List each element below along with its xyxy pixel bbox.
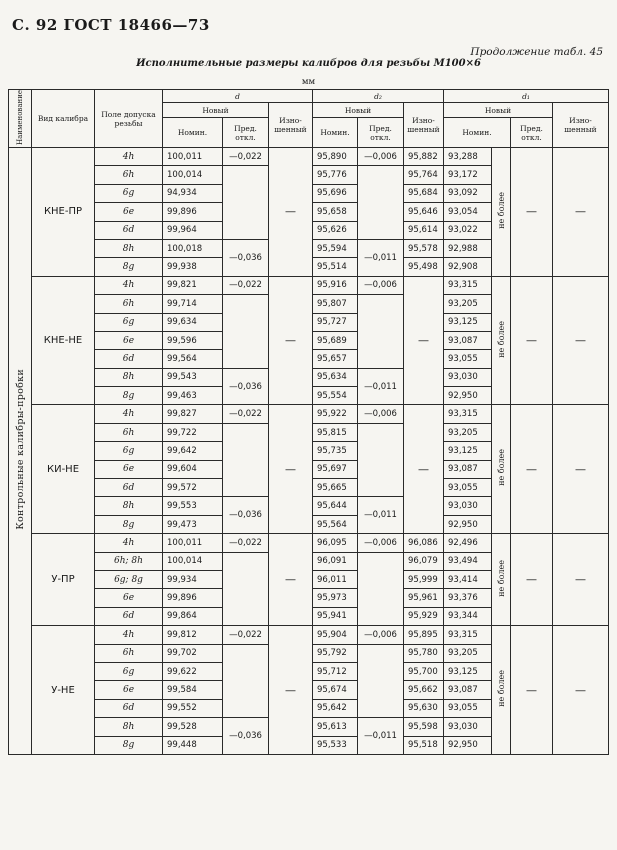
- d1-nominal-cell: 93,315: [444, 276, 492, 294]
- d-deviation-cell: —0,036: [223, 239, 269, 276]
- d1-nominal-cell: 93,288: [444, 148, 492, 166]
- d1-nominal-cell: 93,092: [444, 184, 492, 202]
- d2-nominal-cell: 95,776: [313, 166, 358, 184]
- d1-nominal-cell: 92,496: [444, 534, 492, 552]
- d2-worn-cell: 95,598: [404, 718, 444, 736]
- thread-tolerance-cell: 6h; 8h: [95, 552, 163, 570]
- d-nominal-cell: 99,821: [163, 276, 223, 294]
- d1-nominal-cell: 93,494: [444, 552, 492, 570]
- d1-nominal-cell: 92,950: [444, 736, 492, 754]
- thread-tolerance-cell: 6g: [95, 184, 163, 202]
- thread-tolerance-cell: 6g: [95, 313, 163, 331]
- d2-worn-cell: 95,999: [404, 570, 444, 588]
- thread-tolerance-cell: 8h: [95, 497, 163, 515]
- d1-nominal-cell: 93,087: [444, 681, 492, 699]
- d-nominal-cell: 100,011: [163, 148, 223, 166]
- thread-tolerance-cell: 4h: [95, 148, 163, 166]
- d-deviation-cell: [223, 644, 269, 718]
- d1-nominal-cell: 93,030: [444, 718, 492, 736]
- d-nominal-cell: 99,596: [163, 331, 223, 349]
- d-deviation-cell: —0,036: [223, 718, 269, 755]
- d2-worn-cell: —: [404, 276, 444, 405]
- d-nominal-cell: 99,622: [163, 662, 223, 680]
- thread-tolerance-cell: 6e: [95, 460, 163, 478]
- d2-nominal-cell: 95,712: [313, 662, 358, 680]
- d1-nominal-cell: 93,030: [444, 497, 492, 515]
- d2-worn-cell: 95,895: [404, 626, 444, 644]
- d-worn-cell: —: [269, 534, 313, 626]
- thread-tolerance-cell: 6h: [95, 166, 163, 184]
- gauge-type-cell: У-ПР: [32, 534, 95, 626]
- d2-nominal-cell: 95,564: [313, 515, 358, 533]
- header-d-nom: Номин.: [163, 118, 223, 148]
- thread-tolerance-cell: 4h: [95, 626, 163, 644]
- table-row: [9, 626, 609, 644]
- d2-nominal-cell: 95,696: [313, 184, 358, 202]
- d2-nominal-cell: 95,973: [313, 589, 358, 607]
- d2-deviation-cell: [358, 423, 404, 497]
- d-nominal-cell: 99,896: [163, 203, 223, 221]
- thread-tolerance-cell: 6d: [95, 607, 163, 625]
- d2-deviation-cell: —0,006: [358, 148, 404, 166]
- d-worn-cell: —: [269, 148, 313, 277]
- d-deviation-cell: [223, 295, 269, 369]
- d2-deviation-cell: —0,011: [358, 368, 404, 405]
- d2-worn-cell: 95,630: [404, 699, 444, 717]
- d1-worn-cell: —: [553, 405, 609, 534]
- d1-nominal-cell: 93,125: [444, 313, 492, 331]
- d2-nominal-cell: 95,922: [313, 405, 358, 423]
- d2-worn-cell: 95,780: [404, 644, 444, 662]
- d-deviation-cell: —0,022: [223, 534, 269, 552]
- table-row: [9, 405, 609, 423]
- d-nominal-cell: 99,604: [163, 460, 223, 478]
- d2-nominal-cell: 95,941: [313, 607, 358, 625]
- d2-nominal-cell: 95,815: [313, 423, 358, 441]
- d-nominal-cell: 100,014: [163, 166, 223, 184]
- thread-tolerance-cell: 4h: [95, 534, 163, 552]
- d-nominal-cell: 99,584: [163, 681, 223, 699]
- d1-nominal-cell: 93,055: [444, 350, 492, 368]
- continuation-label: Продолжение табл. 45: [470, 46, 603, 58]
- d1-nominal-cell: 93,125: [444, 442, 492, 460]
- d-nominal-cell: 99,463: [163, 387, 223, 405]
- d-deviation-cell: —0,036: [223, 497, 269, 534]
- d2-deviation-cell: —0,011: [358, 718, 404, 755]
- d2-worn-cell: 95,498: [404, 258, 444, 276]
- thread-tolerance-cell: 8g: [95, 258, 163, 276]
- d1-nominal-cell: 93,205: [444, 295, 492, 313]
- d1-limit-cell: [492, 626, 511, 755]
- d-nominal-cell: 99,543: [163, 368, 223, 386]
- d-deviation-cell: [223, 552, 269, 626]
- gauge-type-cell: КНЕ-ПР: [32, 148, 95, 277]
- d2-worn-cell: 95,961: [404, 589, 444, 607]
- d-deviation-cell: —0,022: [223, 405, 269, 423]
- d2-worn-cell: —: [404, 405, 444, 534]
- d2-nominal-cell: 95,634: [313, 368, 358, 386]
- thread-tolerance-cell: 4h: [95, 405, 163, 423]
- d-nominal-cell: 99,722: [163, 423, 223, 441]
- d-deviation-cell: —0,022: [223, 626, 269, 644]
- thread-tolerance-cell: 6d: [95, 479, 163, 497]
- thread-tolerance-cell: 8h: [95, 368, 163, 386]
- d2-nominal-cell: 95,642: [313, 699, 358, 717]
- header-d2-worn: Изно-шенный: [404, 103, 444, 148]
- d1-nominal-cell: 93,315: [444, 626, 492, 644]
- d-nominal-cell: 99,634: [163, 313, 223, 331]
- thread-tolerance-cell: 6d: [95, 221, 163, 239]
- d2-nominal-cell: 95,665: [313, 479, 358, 497]
- d1-nominal-cell: 93,172: [444, 166, 492, 184]
- thread-tolerance-cell: 6h: [95, 423, 163, 441]
- d2-nominal-cell: 95,594: [313, 239, 358, 257]
- d-deviation-cell: [223, 423, 269, 497]
- thread-tolerance-cell: 8g: [95, 387, 163, 405]
- d2-nominal-cell: 96,011: [313, 570, 358, 588]
- d1-worn-cell: —: [553, 276, 609, 405]
- group-label: Контрольные калибры-пробки: [14, 369, 26, 530]
- d2-worn-cell: 95,684: [404, 184, 444, 202]
- d-deviation-cell: —0,036: [223, 368, 269, 405]
- d2-deviation-cell: [358, 166, 404, 240]
- d1-limit-cell: [492, 405, 511, 534]
- table-body: [9, 148, 609, 755]
- d1-nominal-cell: 93,087: [444, 460, 492, 478]
- d-nominal-cell: 100,018: [163, 239, 223, 257]
- thread-tolerance-cell: 6e: [95, 589, 163, 607]
- d2-nominal-cell: 96,095: [313, 534, 358, 552]
- d-nominal-cell: 99,553: [163, 497, 223, 515]
- d1-deviation-cell: —: [511, 148, 553, 277]
- thread-tolerance-cell: 6g: [95, 662, 163, 680]
- thread-tolerance-cell: 4h: [95, 276, 163, 294]
- d1-worn-cell: —: [553, 626, 609, 755]
- d-nominal-cell: 99,934: [163, 570, 223, 588]
- d-nominal-cell: 100,011: [163, 534, 223, 552]
- header-d2-dev: Пред. откл.: [358, 118, 404, 148]
- d2-nominal-cell: 95,697: [313, 460, 358, 478]
- d2-deviation-cell: —0,011: [358, 497, 404, 534]
- d2-deviation-cell: —0,006: [358, 405, 404, 423]
- page-header: С. 92 ГОСТ 18466—73: [12, 16, 210, 34]
- d1-nominal-cell: 93,414: [444, 570, 492, 588]
- thread-tolerance-cell: 6e: [95, 331, 163, 349]
- d-worn-cell: —: [269, 276, 313, 405]
- d2-nominal-cell: 95,727: [313, 313, 358, 331]
- d2-nominal-cell: 95,613: [313, 718, 358, 736]
- not-more-label: не более: [496, 320, 506, 358]
- not-more-label: не более: [496, 559, 506, 597]
- d2-deviation-cell: —0,006: [358, 276, 404, 294]
- d1-nominal-cell: 93,087: [444, 331, 492, 349]
- d2-nominal-cell: 95,626: [313, 221, 358, 239]
- d2-worn-cell: 95,764: [404, 166, 444, 184]
- d1-nominal-cell: 93,205: [444, 644, 492, 662]
- d-nominal-cell: 99,528: [163, 718, 223, 736]
- not-more-label: не более: [496, 449, 506, 487]
- d2-worn-cell: 95,646: [404, 203, 444, 221]
- gauge-type-cell: КИ-НЕ: [32, 405, 95, 534]
- d-nominal-cell: 99,564: [163, 350, 223, 368]
- header-d1-dev: Пред. откл.: [511, 118, 553, 148]
- d1-nominal-cell: 92,950: [444, 387, 492, 405]
- d2-nominal-cell: 95,644: [313, 497, 358, 515]
- table-row: [9, 148, 609, 166]
- d2-deviation-cell: —0,006: [358, 534, 404, 552]
- table-row: [9, 534, 609, 552]
- d-nominal-cell: 99,714: [163, 295, 223, 313]
- table-title: Исполнительные размеры калибров для резьбы М100×6: [136, 58, 481, 69]
- d2-deviation-cell: —0,011: [358, 239, 404, 276]
- d-deviation-cell: —0,022: [223, 148, 269, 166]
- d-nominal-cell: 94,934: [163, 184, 223, 202]
- thread-tolerance-cell: 8h: [95, 239, 163, 257]
- d2-nominal-cell: 95,792: [313, 644, 358, 662]
- d-worn-cell: —: [269, 405, 313, 534]
- d2-nominal-cell: 95,658: [313, 203, 358, 221]
- header-d-new: Новый: [163, 103, 269, 118]
- d-nominal-cell: 99,572: [163, 479, 223, 497]
- d-nominal-cell: 99,964: [163, 221, 223, 239]
- header-gauge-type: Вид калибра: [32, 90, 95, 148]
- thread-tolerance-cell: 8h: [95, 718, 163, 736]
- d1-limit-cell: [492, 534, 511, 626]
- header-d2-new: Новый: [313, 103, 404, 118]
- d-nominal-cell: 99,938: [163, 258, 223, 276]
- d1-nominal-cell: 93,022: [444, 221, 492, 239]
- thread-tolerance-cell: 6g: [95, 442, 163, 460]
- d2-nominal-cell: 95,890: [313, 148, 358, 166]
- header-d-worn: Изно-шенный: [269, 103, 313, 148]
- d2-nominal-cell: 95,514: [313, 258, 358, 276]
- thread-tolerance-cell: 6e: [95, 681, 163, 699]
- table-row: [9, 276, 609, 294]
- d1-nominal-cell: 93,125: [444, 662, 492, 680]
- d-nominal-cell: 99,642: [163, 442, 223, 460]
- d2-worn-cell: 96,086: [404, 534, 444, 552]
- d1-nominal-cell: 93,376: [444, 589, 492, 607]
- gauge-dimensions-table: [8, 89, 609, 755]
- thread-tolerance-cell: 6e: [95, 203, 163, 221]
- d-deviation-cell: [223, 166, 269, 240]
- d1-nominal-cell: 93,030: [444, 368, 492, 386]
- thread-tolerance-cell: 6g; 8g: [95, 570, 163, 588]
- thread-tolerance-cell: 6d: [95, 350, 163, 368]
- d-nominal-cell: 99,864: [163, 607, 223, 625]
- header-d1-worn: Изно-шенный: [553, 103, 609, 148]
- d1-deviation-cell: —: [511, 626, 553, 755]
- d-nominal-cell: 99,827: [163, 405, 223, 423]
- d1-nominal-cell: 93,055: [444, 699, 492, 717]
- d1-deviation-cell: —: [511, 534, 553, 626]
- thread-tolerance-cell: 8g: [95, 515, 163, 533]
- not-more-label: не более: [496, 670, 506, 707]
- gauge-type-cell: У-НЕ: [32, 626, 95, 755]
- units-label: мм: [301, 77, 316, 87]
- d-nominal-cell: 99,448: [163, 736, 223, 754]
- d2-worn-cell: 95,700: [404, 662, 444, 680]
- header-d1-new: Новый: [444, 103, 553, 118]
- d-nominal-cell: 99,552: [163, 699, 223, 717]
- group-label-cell: [9, 148, 32, 755]
- d2-worn-cell: 95,662: [404, 681, 444, 699]
- header-d1: d₁: [444, 90, 609, 103]
- d-nominal-cell: 99,896: [163, 589, 223, 607]
- d-nominal-cell: 99,702: [163, 644, 223, 662]
- d-worn-cell: —: [269, 626, 313, 755]
- d1-deviation-cell: —: [511, 276, 553, 405]
- d-nominal-cell: 99,473: [163, 515, 223, 533]
- d1-nominal-cell: 92,988: [444, 239, 492, 257]
- thread-tolerance-cell: 8g: [95, 736, 163, 754]
- d2-worn-cell: 96,079: [404, 552, 444, 570]
- d2-nominal-cell: 95,657: [313, 350, 358, 368]
- thread-tolerance-cell: 6h: [95, 644, 163, 662]
- d2-worn-cell: 95,929: [404, 607, 444, 625]
- d2-worn-cell: 95,518: [404, 736, 444, 754]
- header-d1-nom: Номин.: [444, 118, 511, 148]
- not-more-label: не более: [496, 191, 506, 229]
- d2-nominal-cell: 95,689: [313, 331, 358, 349]
- d1-nominal-cell: 93,055: [444, 479, 492, 497]
- d1-deviation-cell: —: [511, 405, 553, 534]
- gauge-type-cell: КНЕ-НЕ: [32, 276, 95, 405]
- d2-worn-cell: 95,578: [404, 239, 444, 257]
- d1-nominal-cell: 92,950: [444, 515, 492, 533]
- d1-nominal-cell: 93,205: [444, 423, 492, 441]
- thread-tolerance-cell: 6d: [95, 699, 163, 717]
- d2-deviation-cell: [358, 552, 404, 626]
- d1-worn-cell: —: [553, 148, 609, 277]
- d2-nominal-cell: 95,735: [313, 442, 358, 460]
- d2-nominal-cell: 95,554: [313, 387, 358, 405]
- header-d2: d₂: [313, 90, 444, 103]
- d1-nominal-cell: 93,315: [444, 405, 492, 423]
- d2-nominal-cell: 95,674: [313, 681, 358, 699]
- d1-nominal-cell: 93,344: [444, 607, 492, 625]
- header-naming: Наименование: [9, 90, 32, 148]
- d-nominal-cell: 100,014: [163, 552, 223, 570]
- d2-deviation-cell: [358, 295, 404, 369]
- thread-tolerance-cell: 6h: [95, 295, 163, 313]
- header-thread-tolerance: Поле допуска резьбы: [95, 90, 163, 148]
- header-d-dev: Пред. откл.: [223, 118, 269, 148]
- d2-nominal-cell: 95,904: [313, 626, 358, 644]
- d2-nominal-cell: 96,091: [313, 552, 358, 570]
- d2-nominal-cell: 95,533: [313, 736, 358, 754]
- d1-nominal-cell: 92,908: [444, 258, 492, 276]
- d1-limit-cell: [492, 148, 511, 277]
- d2-deviation-cell: —0,006: [358, 626, 404, 644]
- d2-nominal-cell: 95,916: [313, 276, 358, 294]
- d1-nominal-cell: 93,054: [444, 203, 492, 221]
- d2-worn-cell: 95,882: [404, 148, 444, 166]
- header-d: d: [163, 90, 313, 103]
- d-nominal-cell: 99,812: [163, 626, 223, 644]
- d2-deviation-cell: [358, 644, 404, 718]
- d2-nominal-cell: 95,807: [313, 295, 358, 313]
- d1-worn-cell: —: [553, 534, 609, 626]
- d-deviation-cell: —0,022: [223, 276, 269, 294]
- header-d2-nom: Номин.: [313, 118, 358, 148]
- d1-limit-cell: [492, 276, 511, 405]
- d2-worn-cell: 95,614: [404, 221, 444, 239]
